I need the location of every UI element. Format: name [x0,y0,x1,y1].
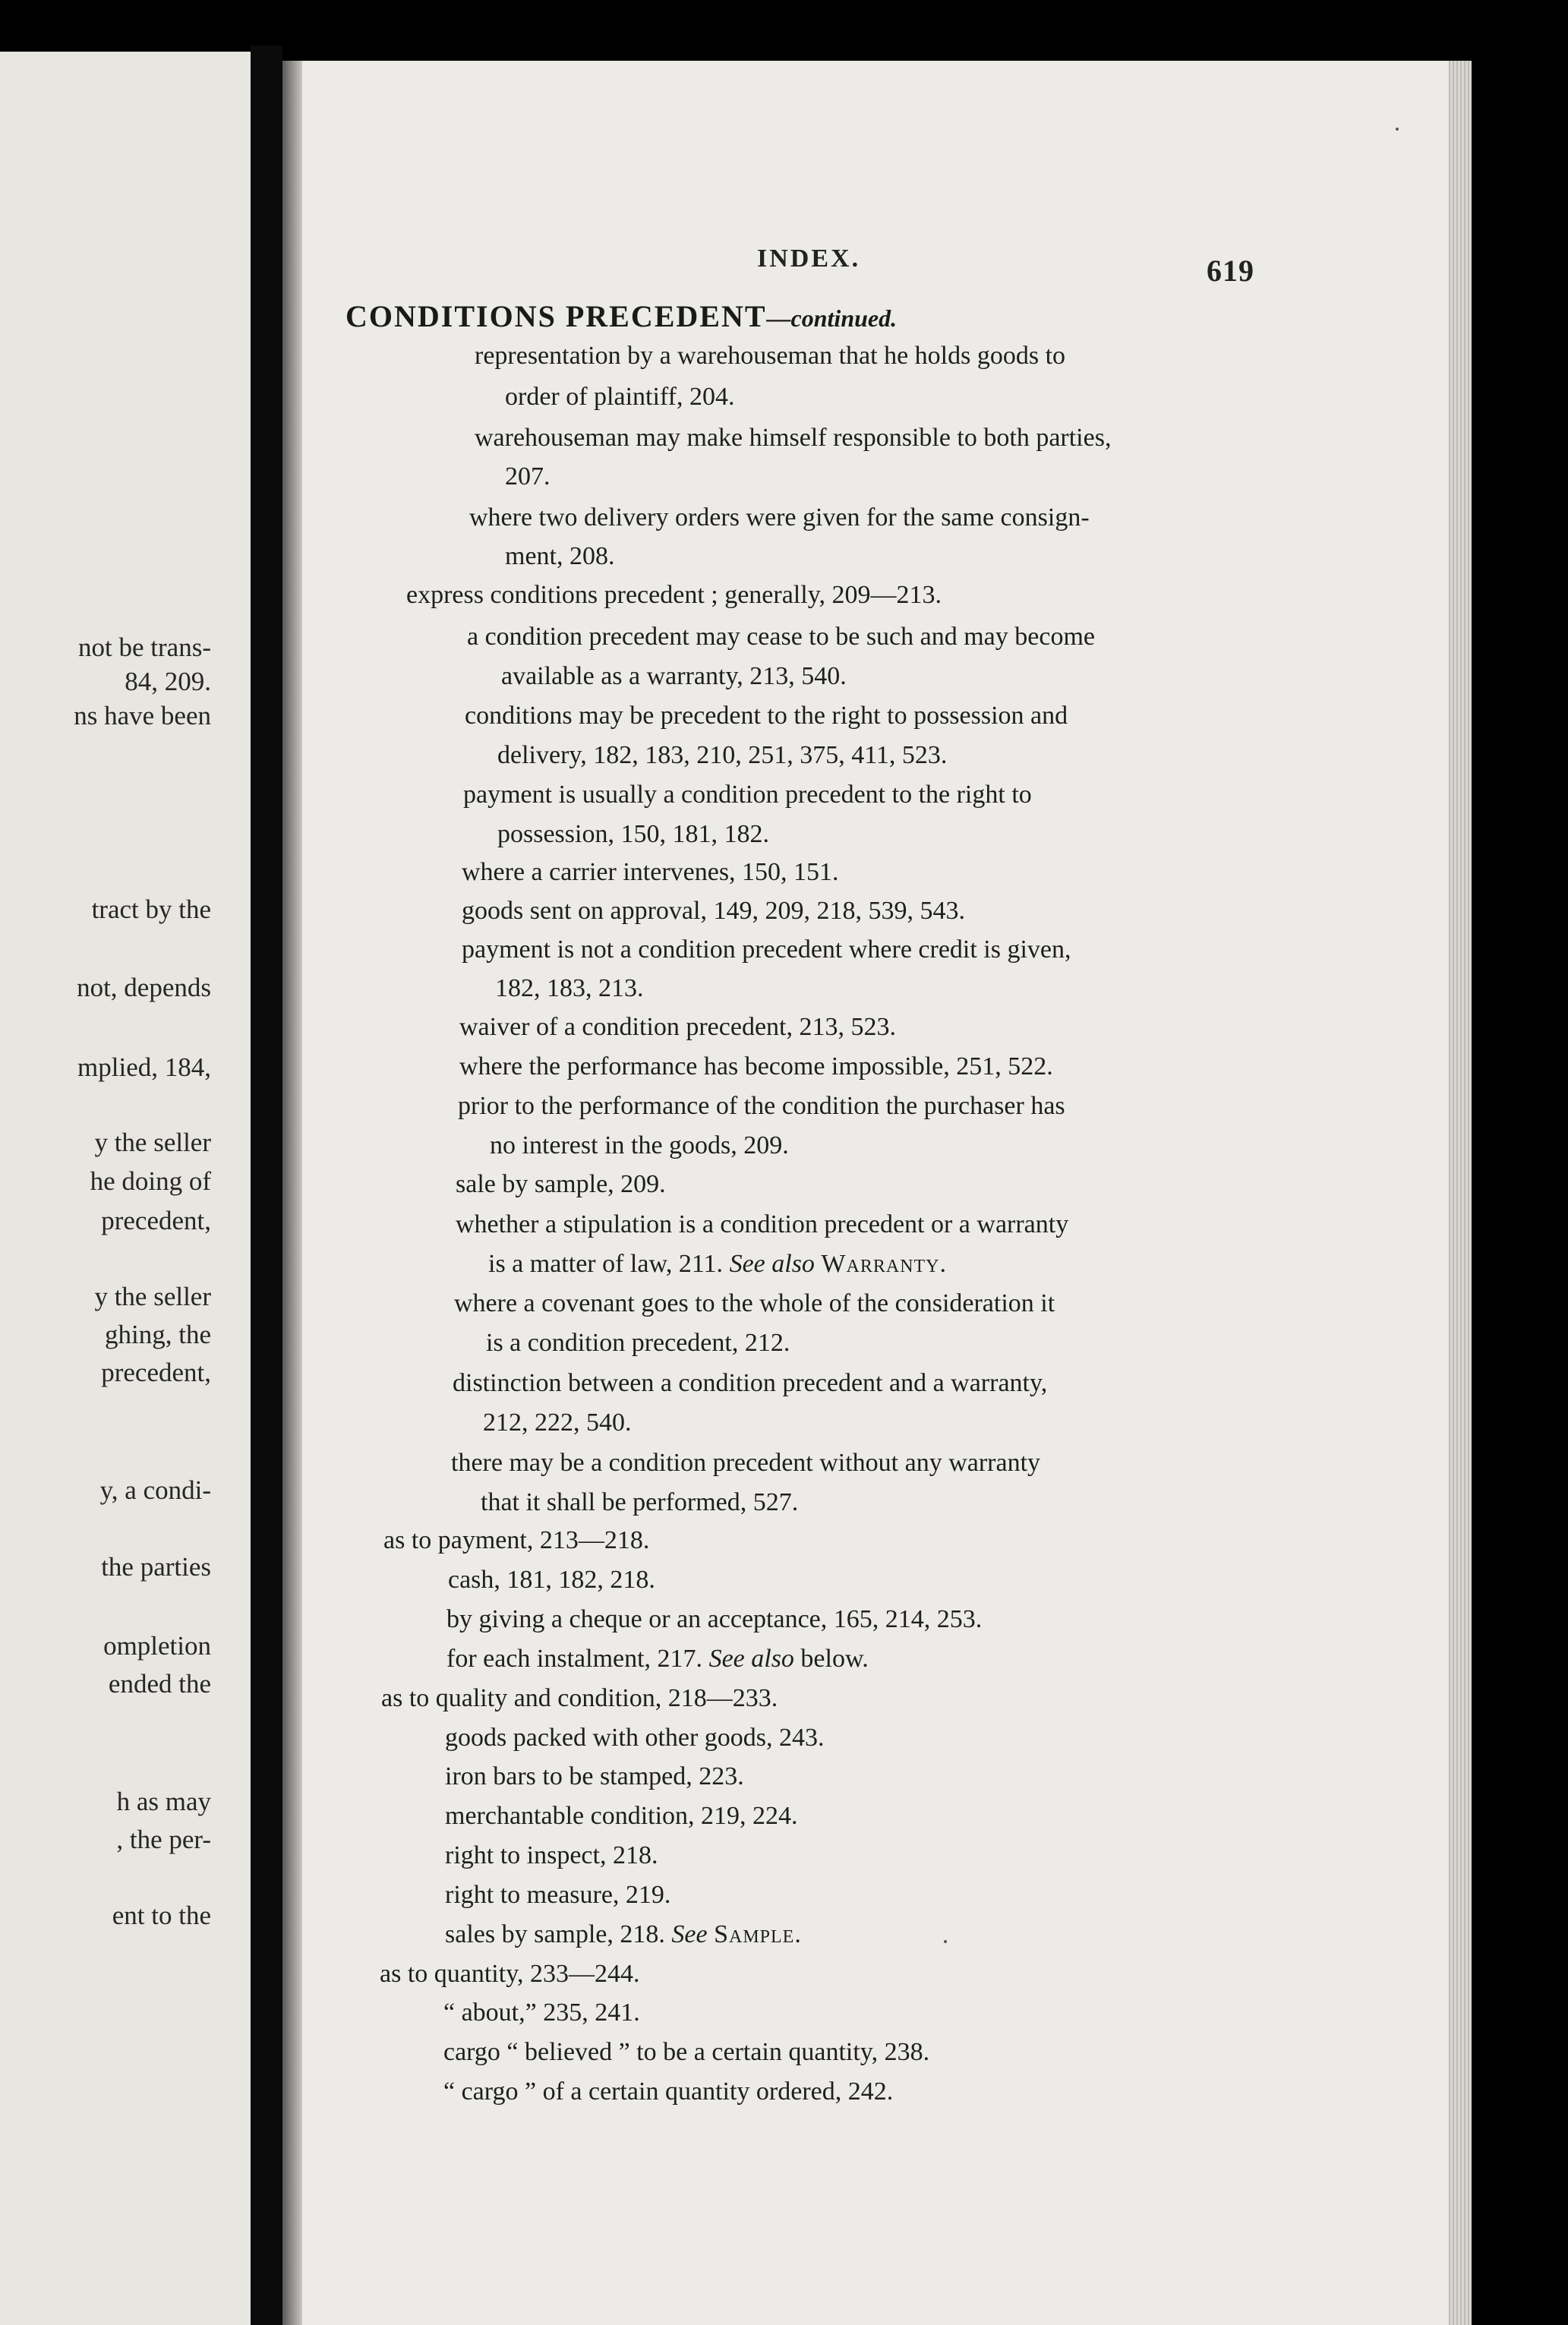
left-page-line: h as may [116,1787,211,1816]
index-entry-line [445,1882,670,1908]
entry-text: where the performance has become impossible, 251, 522. [459,1052,1053,1080]
entry-text: prior to the performance of the condition the purchaser has [458,1092,1065,1120]
speck [1396,128,1399,131]
entry-text: order of plaintiff, 204. [505,383,735,411]
page-edge [1449,61,1472,2325]
index-entry-line [451,1450,1040,1476]
cross-reference-see: See also [729,1250,815,1278]
index-entry-line [467,624,1095,650]
left-page-line: precedent, [101,1358,211,1387]
index-entry-line [505,464,551,490]
entry-text: possession, 150, 181, 182. [497,820,769,848]
entry-text: cargo “ believed ” to be a certain quantity, 238. [443,2038,930,2066]
left-page-line: ns have been [74,701,211,730]
index-entry-line [445,1725,825,1751]
entry-text: right to inspect, 218. [445,1841,658,1869]
entry-text: express conditions precedent ; generally, 209—213. [406,581,942,609]
index-entry-line [446,1646,869,1672]
left-page-line: the parties [101,1552,211,1582]
index-entry-line [497,822,769,847]
left-page-line: mplied, 184, [77,1052,211,1082]
entry-text: payment is not a condition precedent where credit is given, [462,935,1071,964]
entry-text: conditions may be precedent to the right to possession and [465,702,1068,730]
entry-text: warehouseman may make himself responsible to both parties, [475,424,1112,452]
entry-text: goods packed with other goods, 243. [445,1724,825,1752]
entry-text: sales by sample, 218. [445,1920,672,1948]
page-number: 619 [1207,254,1254,288]
index-entry-line [448,1567,655,1593]
entry-text: whether a stipulation is a condition precedent or a warranty [456,1210,1069,1238]
index-entry-line [458,1093,1065,1119]
index-entry-line [406,582,942,608]
index-entry-line [383,1528,649,1554]
index-entry-line [469,505,1090,531]
index-entry-line [453,1371,1047,1396]
entry-text: waiver of a condition precedent, 213, 523. [459,1013,896,1041]
entry-text: below. [793,1645,869,1673]
entry-text [708,1920,715,1948]
index-entry-line [486,1330,790,1356]
entry-text: 207. [505,462,551,491]
index-entry-line [462,898,965,924]
left-page-line: precedent, [101,1206,211,1235]
entry-text: as to quantity, 233—244. [380,1960,640,1988]
index-entry-line [459,1054,1053,1080]
gutter-shadow [282,61,302,2325]
entry-text: for each instalment, 217. [446,1645,709,1673]
entry-text: . [794,1920,801,1948]
entry-text: “ cargo ” of a certain quantity ordered, 242. [443,2077,894,2106]
index-entry-line [465,703,1068,729]
index-entry-line [445,1764,744,1790]
heading-continued: —continued. [766,304,898,332]
entry-text: . [939,1250,947,1278]
entry-text: goods sent on approval, 149, 209, 218, 539, 543. [462,897,965,925]
index-entry-line [381,1686,778,1711]
cross-reference-target: Sample [714,1920,795,1948]
left-page-line: ghing, the [105,1320,211,1349]
left-page-line: not be trans- [78,633,211,662]
left-page-line: he doing of [90,1166,211,1196]
index-entry-line [481,1490,798,1516]
entry-text: available as a warranty, 213, 540. [501,662,847,690]
entry-text: right to measure, 219. [445,1881,671,1909]
index-entry-line [483,1410,632,1436]
cross-reference-target: Warranty [821,1250,940,1278]
entry-text: distinction between a condition precedent and a warranty, [453,1369,1048,1397]
index-entry-line [446,1607,982,1633]
running-head: INDEX. [757,244,861,273]
left-page-line: 84, 209. [125,667,211,696]
index-entry-line [462,937,1071,963]
entry-text: cash, 181, 182, 218. [448,1566,655,1594]
index-entry-line [456,1212,1068,1238]
left-page [0,52,251,2325]
book-gutter [251,46,282,2325]
index-entry-line [475,343,1065,369]
index-entry-line [463,782,1032,808]
heading-title: CONDITIONS PRECEDENT [345,299,767,333]
entry-text: iron bars to be stamped, 223. [445,1762,744,1790]
entry-text: that it shall be performed, 527. [481,1488,799,1516]
entry-text: is a condition precedent, 212. [486,1329,790,1357]
index-entry-line [454,1291,1055,1317]
index-entry-line [443,2000,640,2026]
index-entry-line [445,1843,658,1869]
index-entry-line [445,1922,801,1948]
index-entry-line [505,544,614,569]
entry-text: merchantable condition, 219, 224. [445,1802,798,1830]
left-page-line: y the seller [94,1282,211,1311]
entry-text: representation by a warehouseman that he holds goods to [475,342,1066,370]
entry-text: is a matter of law, 211. [488,1250,730,1278]
entry-text: by giving a cheque or an acceptance, 165, 214, 253. [446,1605,983,1633]
index-entry-line [497,743,947,768]
index-entry-line [443,2079,893,2105]
entry-text: no interest in the goods, 209. [490,1131,789,1159]
left-page-line: ended the [108,1669,211,1699]
left-page-line: ent to the [112,1901,211,1930]
left-page-line: y the seller [94,1128,211,1157]
entry-text: as to quality and condition, 218—233. [381,1684,778,1712]
cross-reference-see: See [671,1920,708,1948]
index-entry-line [475,425,1111,451]
entry-text: a condition precedent may cease to be such and may become [467,623,1095,651]
entry-text: delivery, 182, 183, 210, 251, 375, 411, 523. [497,741,948,769]
index-entry-line [490,1133,789,1159]
entry-text: “ about,” 235, 241. [443,1998,640,2027]
index-heading [345,298,897,334]
entry-text: 212, 222, 540. [483,1409,632,1437]
index-entry-line [488,1251,946,1277]
left-page-line: y, a condi- [99,1475,211,1505]
left-page-line: not, depends [77,973,211,1002]
index-entry-line [445,1803,798,1829]
left-page-line: ompletion [103,1631,211,1661]
entry-text: 182, 183, 213. [495,974,644,1002]
entry-text: there may be a condition precedent without any warranty [451,1449,1041,1477]
index-entry-line [456,1172,666,1197]
entry-text: where a carrier intervenes, 150, 151. [462,858,839,886]
index-entry-line [495,976,644,1002]
index-entry-line [501,664,847,689]
index-entry-line [380,1961,640,1987]
left-page-line: , the per- [116,1825,211,1854]
index-entry-line [459,1014,896,1040]
index-entry-line [443,2040,929,2065]
index-entry-line [462,860,839,885]
entry-text: sale by sample, 209. [456,1170,666,1198]
entry-text: payment is usually a condition precedent to the right to [463,781,1032,809]
cross-reference-see: See also [708,1645,794,1673]
speck [944,1940,947,1943]
entry-text: as to payment, 213—218. [383,1526,650,1554]
entry-text: where two delivery orders were given for the same consign- [469,503,1090,532]
entry-text: ment, 208. [505,542,615,570]
entry-text: where a covenant goes to the whole of the consideration it [454,1289,1055,1317]
index-entry-line [505,384,734,410]
left-page-line: tract by the [91,894,211,924]
